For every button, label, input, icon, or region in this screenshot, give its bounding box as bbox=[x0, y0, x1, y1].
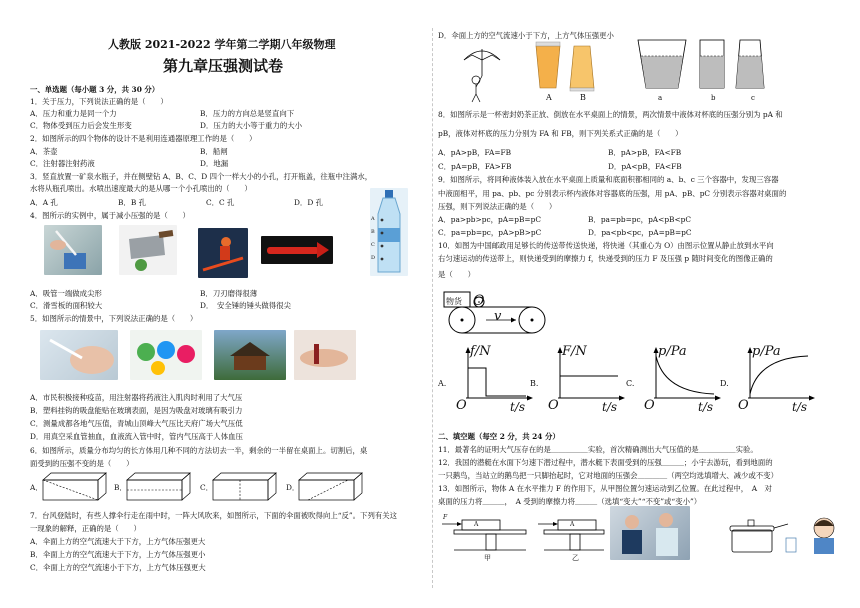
container-label-a: a bbox=[658, 94, 663, 102]
q8-option-b: B．pA>pB，FA<FB bbox=[608, 148, 682, 157]
q8-option-a: A．pA>pB，FA=FB bbox=[438, 148, 512, 157]
vaccine-drawing bbox=[40, 330, 118, 380]
straw-photo bbox=[44, 225, 102, 275]
conveyor-box-label: 物货 bbox=[446, 297, 462, 306]
q9-option-b: B．pa=pb=pc，pA<pB<pC bbox=[588, 215, 692, 224]
origin-label: O bbox=[548, 398, 559, 413]
injection-photo bbox=[610, 506, 690, 560]
q5-option-a: A．市民积极接种疫苗，用注射器将药液注入肌肉时利用了大气压 bbox=[30, 393, 243, 402]
x-axis-arrow bbox=[715, 396, 721, 401]
y-axis-label: p/Pa bbox=[752, 344, 781, 359]
straw-drawing bbox=[44, 225, 102, 275]
suction-hooks-drawing bbox=[130, 330, 202, 380]
origin-label: O bbox=[644, 398, 655, 413]
blood-draw-drawing bbox=[294, 330, 356, 380]
q4-option-b: B．刀刃磨得很薄 bbox=[200, 289, 258, 298]
injection-drawing bbox=[610, 506, 690, 560]
q1-option-a: A．压力和重力是同一个力 bbox=[30, 109, 117, 118]
q13-stem-line2: 桌面的压力将＿＿＿， A 受到的摩擦力将＿＿＿（选填“变大”“不变”或“变小”） bbox=[438, 497, 702, 506]
q10-graph-d bbox=[720, 344, 820, 416]
water-bottle-drawing bbox=[370, 188, 408, 276]
q13-push-diagrams bbox=[440, 512, 616, 558]
bottle-hole-a: A bbox=[371, 216, 375, 222]
x-axis-arrow bbox=[809, 396, 815, 401]
q7-option-d: D．伞面上方的空气流速小于下方，上方气体压强更小 bbox=[438, 31, 614, 40]
origin-label: O bbox=[738, 398, 749, 413]
q13-block-label-yi: A bbox=[570, 521, 575, 528]
q4-stem: 4．图所示的实例中，属于减小压强的是（ ） bbox=[30, 211, 190, 220]
q6-stem-line1: 6．如图所示，质量分布均匀的长方体用几种不同的方法切去一半，剩余的一半留在桌面上。切割后，桌 bbox=[30, 446, 368, 455]
x-axis-label: t/s bbox=[602, 400, 618, 414]
q10-graph-option-label: B. bbox=[530, 379, 539, 388]
umbrella-figure bbox=[460, 44, 504, 102]
conveyor-velocity-v: v bbox=[494, 309, 502, 324]
q10-stem-line1: 10．如图为中国邮政用足够长的传送带传送快递，将快递（其重心为 O）由图示位置从静止放到水平向 bbox=[438, 241, 774, 250]
mountain-photo bbox=[214, 330, 286, 380]
q6-label-d: D． bbox=[286, 483, 300, 492]
water-bottle-figure bbox=[370, 188, 408, 276]
q10-graph-option-label: C. bbox=[626, 379, 635, 388]
q5-option-b: B．塑料挂钩的吸盘能贴在玻璃表面，是因为吸盘对玻璃有吸引力 bbox=[30, 406, 243, 415]
q10-graph-a bbox=[438, 344, 538, 416]
q10-graph-c bbox=[626, 344, 726, 416]
blood-draw-photo bbox=[294, 330, 356, 380]
q9-stem-line3: 压强，则下列说法正确的是（ ） bbox=[438, 202, 557, 211]
cup-label-a: A bbox=[546, 93, 552, 102]
x-axis-label: t/s bbox=[792, 400, 808, 414]
q1-stem: 1．关于压力，下列说法正确的是（ ） bbox=[30, 97, 168, 106]
q7-option-b: B．伞面上方的空气流速大于下方，上方气体压强更小 bbox=[30, 550, 206, 559]
q10-graph-option-label: A. bbox=[438, 379, 447, 388]
conveyor-center-o: O bbox=[473, 293, 485, 309]
q8-stem-line2: pB，液体对杯底的压力分别为 FA 和 FB，则下列关系式正确的是（ ） bbox=[438, 129, 683, 138]
y-axis-label: p/Pa bbox=[658, 344, 687, 359]
q13-label-jia: 甲 bbox=[484, 554, 491, 562]
q10-stem-line2: 右匀速运动的传送带上，则快递受到的摩擦力 f，快递受到的压力 F 及压强 p 随时间变化的图像正确的 bbox=[438, 254, 773, 263]
q6-box-b bbox=[126, 472, 192, 502]
bottle-hole-d: D bbox=[371, 255, 376, 261]
q2-option-b: B．船闸 bbox=[200, 147, 228, 156]
q9-option-c: C．pa=pb=pc，pA>pB>pC bbox=[438, 228, 542, 237]
q2-option-c: C．注射器注射药液 bbox=[30, 159, 95, 168]
hammer-drawing bbox=[261, 236, 333, 264]
q5-stem: 5．如图所示的情景中，下列说法正确的是（ ） bbox=[30, 314, 198, 323]
temple-drawing bbox=[214, 330, 286, 380]
q13-stem-line1: 13．如图所示，物体 A 在水平推力 F 的作用下，从甲图位置匀速运动到乙位置。在此过程中， A 对 bbox=[438, 484, 772, 493]
section-1-heading: 一、单选题（每小题 3 分，共 30 分） bbox=[30, 85, 160, 94]
x-axis-label: t/s bbox=[698, 400, 714, 414]
q9-option-a: A．pa>pb>pc，pA=pB=pC bbox=[438, 215, 541, 224]
q13-block-label: A bbox=[474, 521, 479, 528]
q12-stem-line1: 12．我国的潜艇在水面下匀速下潜过程中，潜水艇下表面受到的压强＿＿＿；小宇去游玩，看到地面的 bbox=[438, 458, 773, 467]
q3-option-c: C．C 孔 bbox=[206, 198, 235, 207]
q8-option-c: C．pA=pB，FA>FB bbox=[438, 162, 512, 171]
q13-force-label: F bbox=[443, 514, 448, 521]
q3-option-b: B．B 孔 bbox=[118, 198, 146, 207]
containers-abc bbox=[636, 38, 768, 92]
q6-label-b: B． bbox=[114, 483, 127, 492]
skier-drawing bbox=[198, 228, 248, 278]
q2-stem: 2．如图所示的四个物体的设计不是利用连通器原理工作的是（ ） bbox=[30, 134, 257, 143]
q9-option-d: D．pa<pb<pc，pA=pB=pC bbox=[588, 228, 692, 237]
q9-stem-line1: 9．如图所示，将同种液体装入放在水平桌面上质量和底面积都相同的 a、b、c 三个容器中，发现三容器 bbox=[438, 175, 779, 184]
q13-label-yi: 乙 bbox=[572, 554, 579, 562]
bottle-hole-b: B bbox=[371, 229, 375, 235]
x-axis-label: t/s bbox=[510, 400, 526, 414]
safety-hammer-photo bbox=[261, 236, 333, 264]
graph-curve bbox=[468, 368, 526, 396]
q7-stem-line1: 7．台风登陆时，有些人撑伞行走在雨中时，一阵大风吹来，如图所示，下面的伞面被吹得向上“反”。下列有关这 bbox=[30, 511, 398, 520]
q12-stem-line2: 一只鹅鸟，当站立的鹅鸟把一只脚抬起时，它对地面的压强会＿＿＿＿（两空均选填增大、减少或不变） bbox=[438, 471, 778, 480]
x-axis-arrow bbox=[619, 396, 625, 401]
q8-option-d: D．pA<pB，FA<FB bbox=[608, 162, 682, 171]
q6-box-c bbox=[212, 472, 278, 502]
left-column bbox=[30, 0, 430, 608]
q2-option-a: A．茶壶 bbox=[30, 147, 58, 156]
suction-hook-photo bbox=[130, 330, 202, 380]
section-2-heading: 二、填空题（每空 2 分，共 24 分） bbox=[438, 432, 560, 441]
q2-option-d: D．地漏 bbox=[200, 159, 229, 168]
exam-title: 人教版 2021-2022 学年第二学期八年级物理 bbox=[108, 38, 336, 51]
q4-option-a: A．吸管一端做成尖形 bbox=[30, 289, 102, 298]
q10-stem-line3: 是（ ） bbox=[438, 270, 475, 279]
q10-graph-option-label: D. bbox=[720, 379, 729, 388]
q1-option-c: C．物体受到压力后会发生形变 bbox=[30, 121, 132, 130]
graph-curve bbox=[750, 356, 808, 394]
container-label-c: c bbox=[751, 94, 755, 102]
q7-option-a: A．伞面上方的空气流速大于下方，上方气体压强更大 bbox=[30, 537, 206, 546]
graph-curve bbox=[656, 356, 714, 394]
q1-option-d: D．压力的大小等于重力的大小 bbox=[200, 121, 303, 130]
q6-box-d bbox=[298, 472, 364, 502]
right-column bbox=[438, 0, 838, 608]
exam-subtitle: 第九章压强测试卷 bbox=[163, 57, 284, 75]
q6-label-c: C． bbox=[200, 483, 214, 492]
q3-option-d: D．D 孔 bbox=[294, 198, 323, 207]
q3-stem-line1: 3．竖直放置一矿泉水瓶子，并在侧壁钻 A、B、C、D 四个一样大小的小孔，打开瓶盖，往瓶中注满水， bbox=[30, 172, 373, 181]
q3-option-a: A．A 孔 bbox=[30, 198, 58, 207]
q3-stem-line2: 水将从瓶孔喷出。水喷出速度最大的是从哪一个小孔喷出的（ ） bbox=[30, 184, 252, 193]
pressure-cooker-drawing bbox=[728, 510, 838, 560]
bottle-hole-c: C bbox=[371, 242, 375, 248]
x-axis-arrow bbox=[527, 396, 533, 401]
q8-stem-line1: 8．如图所示是一杯密封奶茶正放、倒放在水平桌面上的情景，两次情景中液体对杯底的压强分别为 pA 和 bbox=[438, 110, 783, 119]
q6-box-a bbox=[42, 472, 108, 502]
q6-label-a: A． bbox=[30, 483, 43, 492]
q9-stem-line2: 中液面相平，用 pa、pb、pc 分别表示杯内液体对容器底的压强，用 pA、pB、pC 分别表示容器对桌面的 bbox=[438, 189, 787, 198]
q1-option-b: B．压力的方向总是竖直向下 bbox=[200, 109, 295, 118]
q11-stem: 11．最著名的证明大气压存在的是＿＿＿＿＿实验，首次精确测出大气压值的是＿＿＿＿＿实验。 bbox=[438, 445, 758, 454]
q7-stem-line2: 一现象的解释，正确的是（ ） bbox=[30, 524, 141, 533]
q4-option-d: D． 安全锤的锤头做得很尖 bbox=[200, 301, 291, 310]
origin-label: O bbox=[456, 398, 467, 413]
y-axis-label: f/N bbox=[470, 344, 491, 359]
knife-photo bbox=[119, 225, 177, 275]
q4-option-c: C．滑雪板的面积较大 bbox=[30, 301, 103, 310]
q10-graph-b bbox=[530, 344, 630, 416]
y-axis-label: F/N bbox=[562, 344, 587, 359]
column-divider bbox=[432, 28, 433, 588]
q5-option-d: D．用真空采血管抽血，血液流入管中时，管内气压高于人体血压 bbox=[30, 432, 243, 441]
vaccine-photo bbox=[40, 330, 118, 380]
q7-option-c: C．伞面上方的空气流速小于下方，上方气体压强更大 bbox=[30, 563, 206, 572]
cup-label-b: B bbox=[580, 93, 586, 102]
milk-tea-cups bbox=[534, 40, 596, 92]
q5-option-c: C．测量成都各地气压值，青城山顶峰大气压比天府广场大气压低 bbox=[30, 419, 243, 428]
container-label-b: b bbox=[711, 94, 716, 102]
skis-photo bbox=[198, 228, 248, 278]
knife-drawing bbox=[119, 225, 177, 275]
q6-stem-line2: 面受到的压强不变的是（ ） bbox=[30, 459, 134, 468]
